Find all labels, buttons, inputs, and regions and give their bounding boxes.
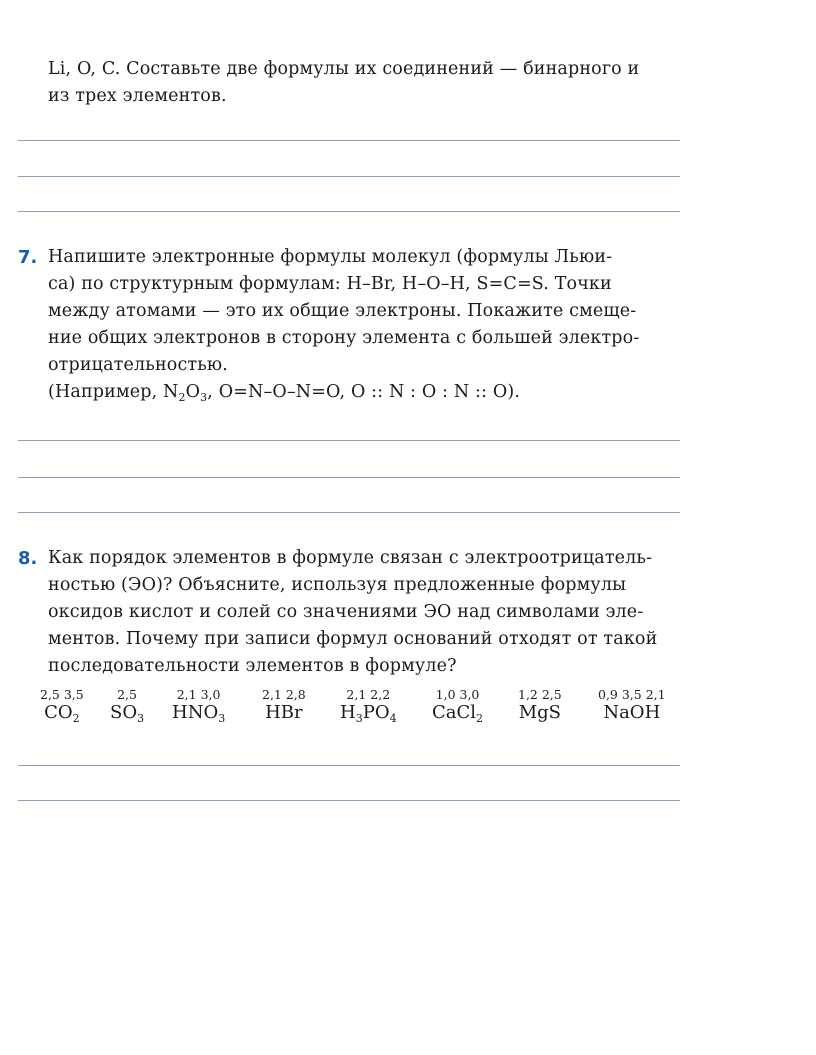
task7-line: ние общих электронов в сторону элемента с большей электро- <box>48 328 640 348</box>
answer-line <box>18 140 680 141</box>
task7-line: между атомами — это их общие электроны. Покажите смеще- <box>48 301 637 321</box>
eo-values: 2,1 2,8 <box>262 687 306 702</box>
task7-line: са) по структурным формулам: H–Br, H–O–H, S=C=S. Точки <box>48 274 612 294</box>
task6-text <box>48 56 639 110</box>
chemical-formula: $SO_3$ <box>110 702 145 725</box>
chemical-formula: $HNO_3$ <box>172 702 226 725</box>
formula-item <box>40 687 84 730</box>
eo-values: 0,9 3,5 2,1 <box>598 687 666 702</box>
formula-item <box>262 687 306 724</box>
answer-line <box>18 440 680 441</box>
answer-line <box>18 477 680 478</box>
task8-number: 8. <box>18 548 38 569</box>
chemical-formula: $H_3PO_4$ <box>340 702 397 725</box>
chemical-formula: HBr <box>265 702 303 723</box>
answer-line <box>18 512 680 513</box>
chemical-formula: CaCl$_2$ <box>432 702 484 725</box>
task8-line: ментов. Почему при записи формул оснований отходят от такой <box>48 629 658 649</box>
eo-values: 2,1 3,0 <box>176 687 221 702</box>
eo-values: 2,1 2,2 <box>346 687 391 702</box>
formula-item <box>432 687 483 730</box>
chemical-formula: NaOH <box>603 702 661 723</box>
formula-item <box>518 687 562 724</box>
task8-line: Как порядок элементов в формуле связан с электроотрицатель- <box>48 548 653 568</box>
task8-line: последовательности элементов в формуле? <box>48 656 457 676</box>
task7-example: (Например, $N_2O_3$, O=N–O–N=O, O :: N : O : N :: O). <box>48 382 521 404</box>
formula-item <box>172 687 225 730</box>
chemical-formula: MgS <box>518 702 562 723</box>
task7-line: Напишите электронные формулы молекул (формулы Льюи- <box>48 247 613 267</box>
answer-line <box>18 211 680 212</box>
answer-line <box>18 800 680 801</box>
formula-item <box>340 687 397 730</box>
eo-values: 1,0 3,0 <box>435 687 480 702</box>
eo-values: 2,5 <box>117 687 137 702</box>
formula-item <box>598 687 666 724</box>
chemical-formula: $CO_2$ <box>44 702 80 725</box>
task7-text <box>48 244 639 411</box>
task8-line: оксидов кислот и солей со значениями ЭО над символами эле- <box>48 602 644 622</box>
task8-text <box>48 545 657 680</box>
formula-item <box>110 687 144 730</box>
task6-line: из трех элементов. <box>48 86 227 106</box>
answer-line <box>18 765 680 766</box>
task6-line: Li, O, C. Составьте две формулы их соединений — бинарного и <box>48 59 640 79</box>
answer-line <box>18 176 680 177</box>
eo-values: 1,2 2,5 <box>518 687 562 702</box>
task7-line: отрицательностью. <box>48 355 229 375</box>
task7-number: 7. <box>18 247 38 268</box>
eo-values: 2,5 3,5 <box>40 687 84 702</box>
task8-line: ностью (ЭО)? Объясните, используя предложенные формулы <box>48 575 627 595</box>
